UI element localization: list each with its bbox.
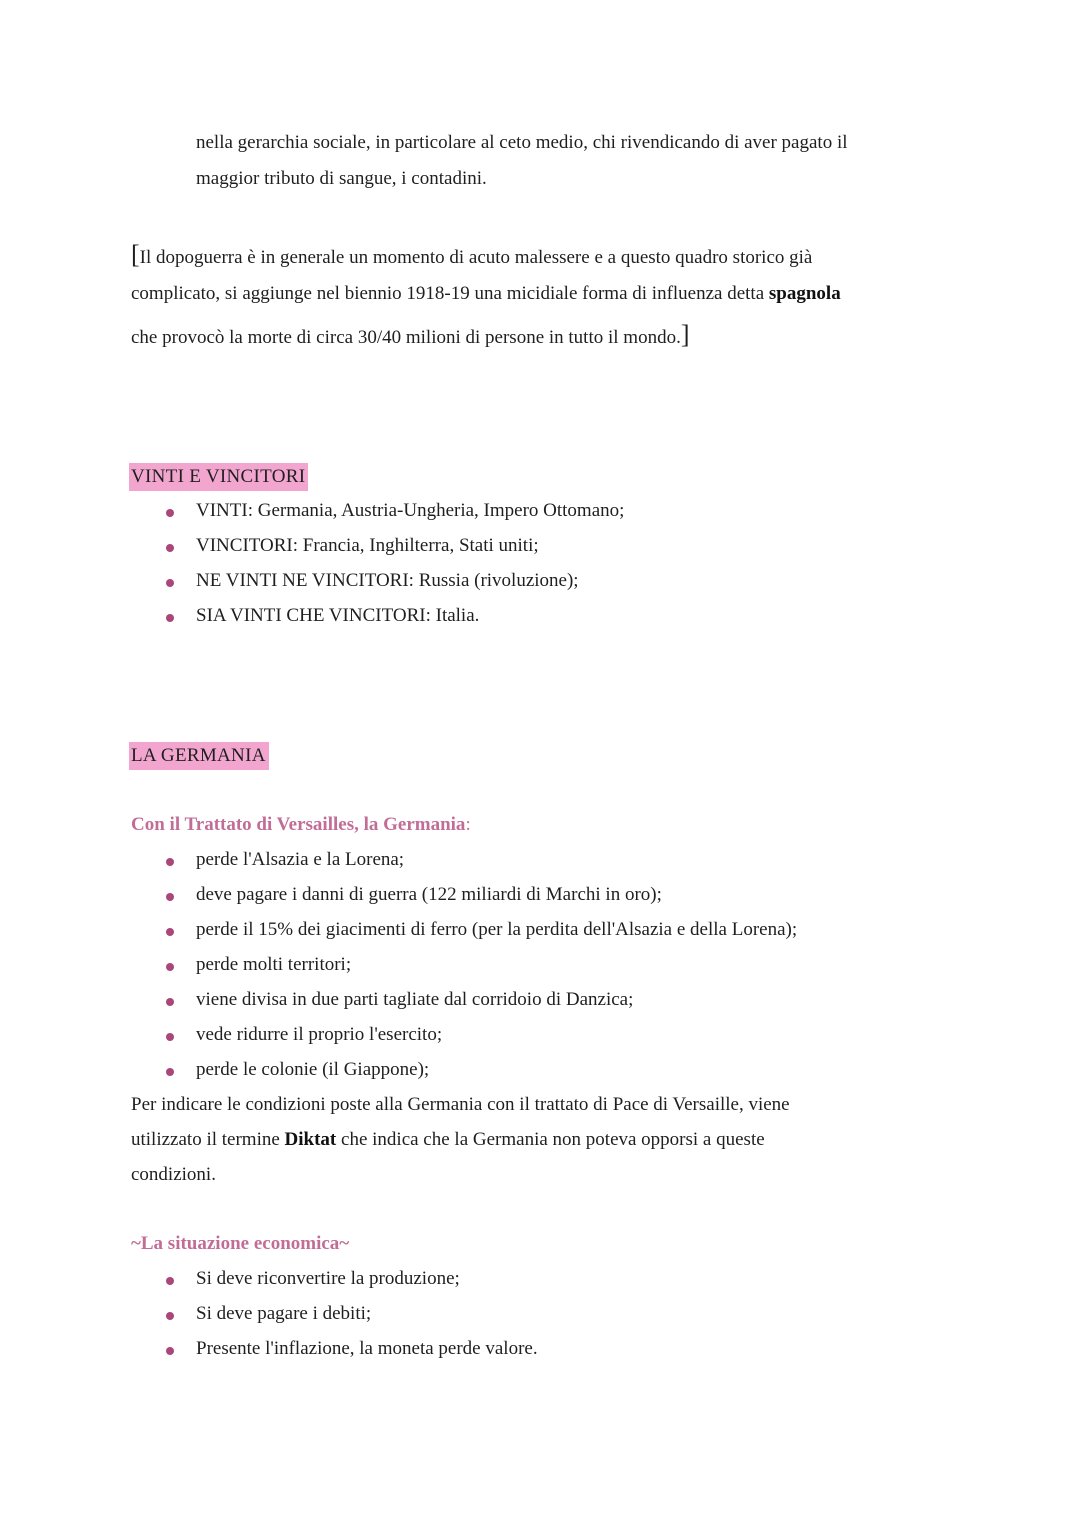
- paragraph-text: utilizzato il termine: [131, 1129, 285, 1150]
- open-bracket: [: [131, 240, 140, 269]
- bullet-icon: [166, 858, 174, 866]
- bullet-icon: [166, 1277, 174, 1285]
- list-item: perde il 15% dei giacimenti di ferro (per la perdita dell'Alsazia e della Lorena);: [196, 919, 798, 940]
- section-heading: VINTI E VINCITORI: [129, 463, 308, 491]
- list-item: Si deve riconvertire la produzione;: [196, 1268, 460, 1289]
- list-item: perde l'Alsazia e la Lorena;: [196, 849, 405, 870]
- bullet-icon: [166, 998, 174, 1006]
- list-item: viene divisa in due parti tagliate dal corridoio di Danzica;: [196, 989, 634, 1010]
- list-item: perde molti territori;: [196, 954, 352, 975]
- list-item: VINCITORI: Francia, Inghilterra, Stati uniti;: [196, 535, 539, 556]
- bullet-icon: [166, 893, 174, 901]
- subheading-colon: :: [465, 814, 471, 835]
- subheading-text: Con il Trattato di Versailles, la Germania: [131, 814, 466, 835]
- list-item: NE VINTI NE VINCITORI: Russia (rivoluzione);: [196, 570, 579, 591]
- paragraph-line: maggior tributo di sangue, i contadini.: [196, 168, 487, 189]
- paragraph-line: condizioni.: [131, 1164, 216, 1185]
- paragraph-line: Per indicare le condizioni poste alla Germania con il trattato di Pace di Versaille, viene: [131, 1094, 790, 1115]
- bold-term-spagnola: spagnola: [768, 283, 841, 304]
- list-item: Si deve pagare i debiti;: [196, 1303, 372, 1324]
- list-item: Presente l'inflazione, la moneta perde valore.: [196, 1338, 538, 1359]
- bullet-icon: [166, 1068, 174, 1076]
- note-text: che provocò la morte di circa 30/40 milioni di persone in tutto il mondo.: [131, 327, 681, 348]
- list-item: vede ridurre il proprio l'esercito;: [196, 1024, 443, 1045]
- list-item: perde le colonie (il Giappone);: [196, 1059, 430, 1080]
- bullet-icon: [166, 1347, 174, 1355]
- close-bracket: ]: [680, 320, 690, 349]
- paragraph-text: che indica che la Germania non poteva opporsi a queste: [336, 1129, 765, 1150]
- bullet-icon: [166, 579, 174, 587]
- paragraph-line: nella gerarchia sociale, in particolare al ceto medio, chi rivendicando di aver pagato il: [196, 132, 848, 153]
- bullet-icon: [166, 614, 174, 622]
- bold-term-diktat: Diktat: [284, 1129, 337, 1150]
- influenza-note-line: [131, 322, 690, 349]
- list-item: SIA VINTI CHE VINCITORI: Italia.: [196, 605, 480, 626]
- list-item: deve pagare i danni di guerra (122 miliardi di Marchi in oro);: [196, 884, 662, 905]
- list-item: VINTI: Germania, Austria-Ungheria, Impero Ottomano;: [196, 500, 625, 521]
- subheading: [131, 814, 471, 836]
- influenza-note-line: [131, 283, 841, 305]
- bullet-icon: [166, 509, 174, 517]
- bullet-icon: [166, 963, 174, 971]
- bullet-icon: [166, 1312, 174, 1320]
- subheading: ~La situazione economica~: [131, 1233, 350, 1254]
- note-text: complicato, si aggiunge nel biennio 1918-19 una micidiale forma di influenza detta: [131, 283, 769, 304]
- section-heading: LA GERMANIA: [129, 742, 269, 770]
- bullet-icon: [166, 544, 174, 552]
- influenza-note-line: [131, 242, 812, 269]
- note-text: Il dopoguerra è in generale un momento di acuto malessere e a questo quadro storico già: [139, 247, 813, 268]
- bullet-icon: [166, 1033, 174, 1041]
- paragraph-line: [131, 1129, 765, 1151]
- bullet-icon: [166, 928, 174, 936]
